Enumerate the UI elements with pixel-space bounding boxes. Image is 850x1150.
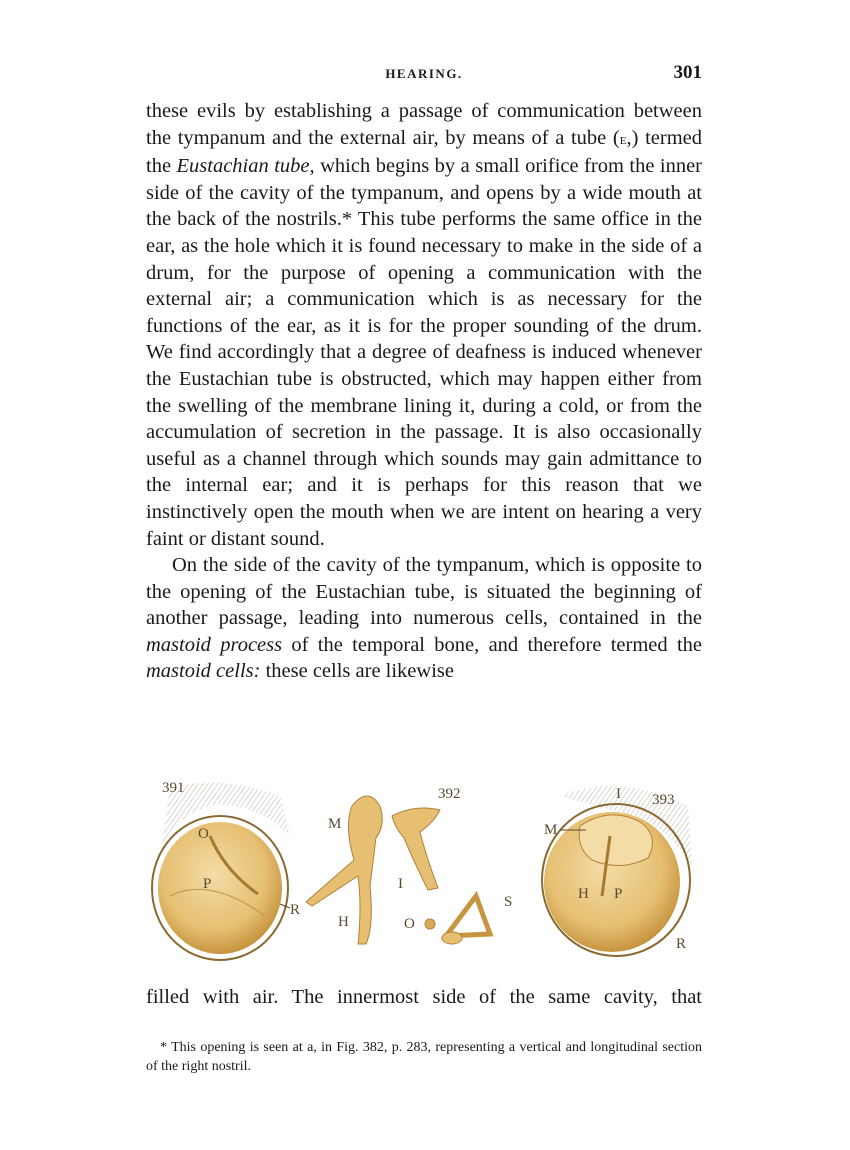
ossicles-in-situ xyxy=(579,815,652,866)
anatomical-figures xyxy=(140,776,700,966)
label-p: P xyxy=(614,886,623,902)
label-r: R xyxy=(676,936,687,952)
figure-391 xyxy=(152,780,300,960)
label-o: O xyxy=(198,826,209,842)
figure-393 xyxy=(542,786,692,956)
label-o: O xyxy=(404,916,415,932)
label-m: M xyxy=(544,822,558,838)
page-number: 301 xyxy=(673,62,702,83)
label-h: H xyxy=(338,914,349,930)
stapes-footplate xyxy=(442,932,462,944)
body-text xyxy=(146,98,702,685)
text-segment: which begins by a small orifice from the inner side of the cavity of the tympanum, and opens by a wide mouth at the back of the nostrils.* This tube performs the same office in the ear, as the hole which it is found necessary to make in the side of a drum, for the purpose of opening a communication with the external air; a communication which is as necessary for the functions of the ear, as it is for the proper sounding of the drum. We find accordingly that a degree of deafness is induced whenever the Eustachian tube is obstructed, which may happen either from the swelling of the membrane lining it, during a cold, or from the accumulation of secretion in the passage. It is also occasionally useful as a channel through which sounds may gain admittance to the internal ear; and it is perhaps for this reason that we instinctively open the mouth when we are intent on hearing a very faint or distant sound. xyxy=(146,155,703,550)
figure-plates xyxy=(140,776,700,966)
text-segment: these cells are likewise xyxy=(260,660,454,683)
label-i: I xyxy=(398,876,403,892)
term-mastoid-cells: mastoid cells: xyxy=(146,660,261,683)
text-segment: these evils by establishing a passage of communication between the tympanum and the external air, by means of a tube ( xyxy=(146,100,702,149)
label-r: R xyxy=(290,902,301,918)
text-segment: On the side of the cavity of the tympanum, which is opposite to the opening of the Eustachian tube, is situated the beginning of another passage, leading into numerous cells, contained in the xyxy=(146,554,702,630)
term-eustachian-tube: Eustachian tube, xyxy=(176,155,315,178)
paragraph-mastoid xyxy=(146,552,702,685)
continuation-line: filled with air. The innermost side of the same cavity, that xyxy=(146,986,702,1008)
figure-number-391: 391 xyxy=(162,780,185,796)
figure-letter: e xyxy=(619,131,627,148)
label-m: M xyxy=(328,816,342,832)
paragraph-eustachian xyxy=(146,98,702,552)
page-header xyxy=(146,62,702,86)
label-i: I xyxy=(616,786,621,802)
figure-number-393: 393 xyxy=(652,792,675,808)
running-head: HEARING. xyxy=(385,66,463,81)
term-mastoid-process: mastoid process xyxy=(146,633,283,656)
figure-392 xyxy=(306,786,512,944)
footnote: * This opening is seen at a, in Fig. 382, p. 283, representing a vertical and longitudinal section of the right nostril. xyxy=(146,1040,702,1074)
label-h: H xyxy=(578,886,589,902)
text-segment: of the temporal bone, and therefore termed the xyxy=(282,633,702,656)
tympanic-membrane xyxy=(158,822,282,954)
label-p: P xyxy=(203,876,212,892)
figure-number-392: 392 xyxy=(438,786,461,802)
label-s: S xyxy=(504,894,513,910)
text-segment: ,) termed the xyxy=(146,126,702,178)
lenticular-bone xyxy=(425,919,435,929)
stapes xyxy=(446,896,490,936)
